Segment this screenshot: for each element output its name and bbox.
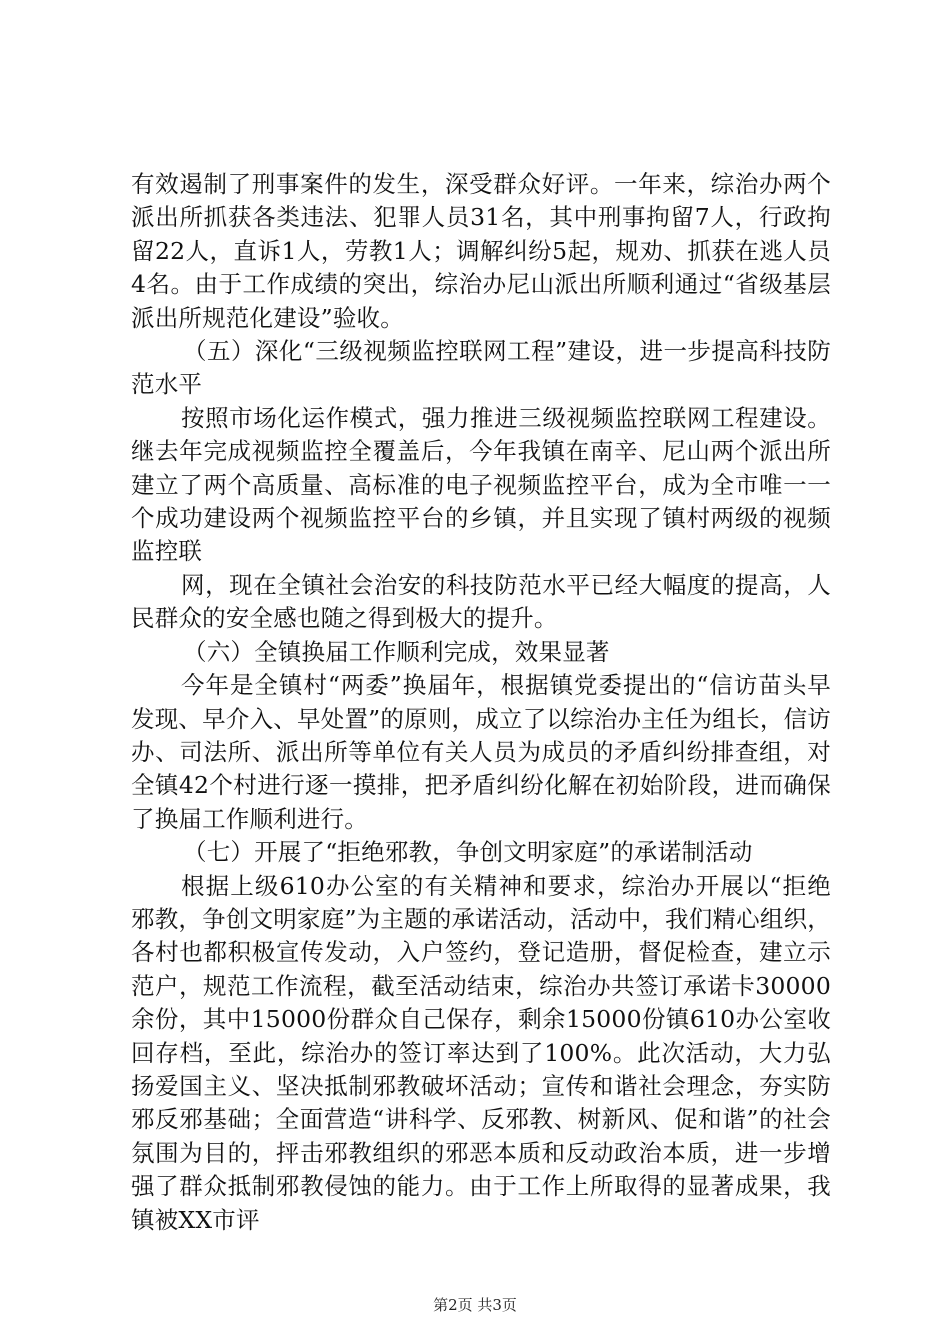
document-body (131, 168, 831, 1237)
paragraph-video-monitoring-cont: 网，现在全镇社会治安的科技防范水平已经大幅度的提高，人民群众的安全感也随之得到极大的提升。 (131, 570, 831, 633)
paragraph-video-monitoring: 按照市场化运作模式，强力推进三级视频监控联网工程建设。继去年完成视频监控全覆盖后，今年我镇在南辛、尼山两个派出所建立了两个高质量、高标准的电子视频监控平台，成为全市唯一一个成功建设两个视频监控平台的乡镇，并且实现了镇村两级的视频监控联 (131, 403, 831, 566)
paragraph-election: 今年是全镇村“两委”换届年，根据镇党委提出的“信访苗头早发现、早介入、早处置”的原则，成立了以综治办主任为组长，信访办、司法所、派出所等单位有关人员为成员的矛盾纠纷排查组，对全镇42个村进行逐一摸排，把矛盾纠纷化解在初始阶段，进而确保了换届工作顺利进行。 (131, 671, 831, 833)
page-number: 第2页 共3页 (433, 1296, 517, 1314)
section-heading-7: （七）开展了“拒绝邪教，争创文明家庭”的承诺制活动 (183, 838, 753, 867)
page-footer (0, 1294, 950, 1315)
paragraph-pledge-activity: 根据上级610办公室的有关精神和要求，综治办开展以“拒绝邪教，争创文明家庭”为主题的承诺活动，活动中，我们精心组织，各村也都积极宣传发动，入户签约，登记造册，督促检查，建立示范户，规范工作流程，截至活动结束，综治办共签订承诺卡30000余份，其中15000份群众自己保存，剩余15000份镇610办公室收回存档，至此，综治办的签订率达到了100%。此次活动，大力弘扬爱国主义、坚决抵制邪教破坏活动；宣传和谐社会理念，夯实防邪反邪基础；全面营造“讲科学、反邪教、树新风、促和谐”的社会氛围为目的，抨击邪教组织的邪恶本质和反动政治本质，进一步增强了群众抵制邪教侵蚀的能力。由于工作上所取得的显著成果，我镇被XX市评 (131, 871, 831, 1234)
section-heading-6: （六）全镇换届工作顺利完成，效果显著 (183, 637, 610, 666)
section-heading-5: （五）深化“三级视频监控联网工程”建设，进一步提高科技防范水平 (131, 337, 831, 399)
paragraph-continuation: 有效遏制了刑事案件的发生，深受群众好评。一年来，综治办两个派出所抓获各类违法、犯罪人员31名，其中刑事拘留7人，行政拘留22人，直诉1人，劳教1人；调解纠纷5起，规劝、抓获在逃人员4名。由于工作成绩的突出，综治办尼山派出所顺利通过“省级基层派出所规范化建设”验收。 (131, 170, 831, 332)
